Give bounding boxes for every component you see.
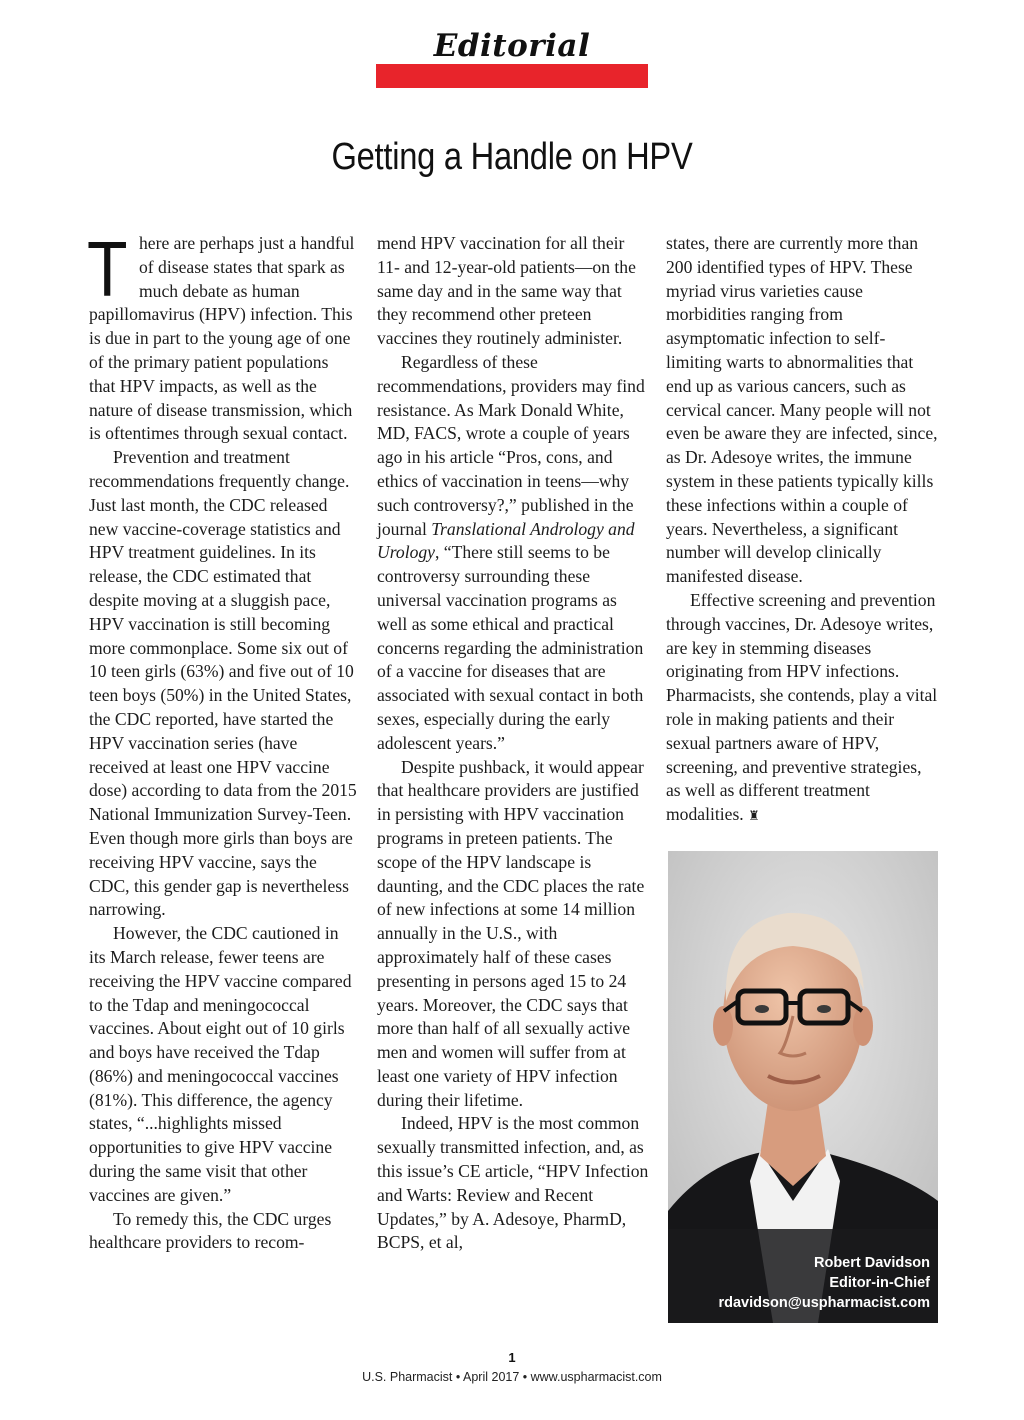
editor-email: rdavidson@uspharmacist.com	[718, 1295, 930, 1311]
editor-title: Editor-in-Chief	[829, 1275, 930, 1291]
paragraph-5: mend HPV vaccination for all their 11- and 12-year-old patients—on the same day and in the same way that they recommend other preteen vaccines they routinely administer.	[377, 233, 636, 349]
article-headline: Getting a Handle on HPV	[331, 136, 693, 178]
paragraph-4: To remedy this, the CDC urges healthcare providers to recom-	[89, 1208, 332, 1253]
section-label: Editorial	[433, 28, 591, 64]
drop-cap: T	[87, 225, 128, 313]
page-number: 1	[508, 1350, 516, 1365]
end-mark-icon: ♜	[748, 808, 760, 824]
photo-caption	[718, 1253, 930, 1313]
editor-photo	[668, 851, 938, 1323]
section-red-bar	[376, 64, 648, 88]
paragraph-1-text: here are perhaps just a handful of disease states that spark as much debate as human papillomavirus (HPV) infection. This is due in part to the young age of one of the primary patient populations that HPV impacts, as well as the nature of disease transmission, which is oftentimes through sexual contact.	[89, 233, 355, 444]
paragraph-9: states, there are currently more than 200 identified types of HPV. These myriad virus varieties cause morbidities ranging from asymptomatic infection to self-limiting warts to abnormalities that end up as various cancers, such as cervical cancer. Many people will not even be aware they are infected, since, as Dr. Adesoye writes, the immune system in these patients typically kills these infections within a couple of years. Nevertheless, a significant number will develop clinically manifested disease.	[666, 233, 938, 587]
footer-publication-line: U.S. Pharmacist • April 2017 • www.uspharmacist.com	[362, 1370, 662, 1384]
article-column-3	[666, 232, 938, 828]
paragraph-3: However, the CDC cautioned in its March release, fewer teens are receiving the HPV vaccine compared to the Tdap and meningococcal vaccines. About eight out of 10 girls and boys have received the Tdap (86%) and meningococcal vaccines (81%). This difference, the agency states, “...highlights missed opportunities to give HPV vaccine during the same visit that other vaccines are given.”	[89, 923, 352, 1205]
paragraph-1	[87, 225, 359, 446]
paragraph-10	[666, 589, 938, 828]
editor-name: Robert Davidson	[813, 1255, 930, 1271]
paragraph-7: Despite pushback, it would appear that healthcare providers are justified in persisting with HPV vaccination programs in preteen patients. The scope of the HPV landscape is daunting, and the CDC places the rate of new infections at some 14 million annually in the U.S., with approximately half of these cases presenting in persons aged 15 to 24 years. Moreover, the CDC says that more than half of all sexually active men and women will suffer from at least one variety of HPV infection during their lifetime.	[377, 756, 645, 1110]
article-column-2	[377, 232, 649, 1255]
paragraph-2: Prevention and treatment recommendations frequently change. Just last month, the CDC released new vaccine-coverage statistics and HPV treatment guidelines. In its release, the CDC estimated that despite moving at a sluggish pace, HPV vaccination is still becoming more commonplace. Some six out of 10 teen girls (63%) and five out of 10 teen boys (50%) in the United States, the CDC reported, have started the HPV vaccination series (have received at least one HPV vaccine dose) according to data from the 2015 National Immunization Survey-Teen. Even though more girls than boys are receiving HPV vaccine, says the CDC, this gender gap is nevertheless narrowing.	[89, 447, 357, 920]
paragraph-10-text: Effective screening and prevention through vaccines, Dr. Adesoye writes, are key in stemming diseases originating from HPV infections. Pharmacists, she contends, play a vital role in making patients and their sexual partners aware of HPV, screening, and preventive strategies, as well as different treatment modalities.	[666, 589, 938, 825]
paragraph-6	[377, 351, 649, 756]
paragraph-6-text-b: , “There still seems to be controversy surrounding these universal vaccination programs as well as some ethical and practical concerns regarding the administration of a vaccine for diseases that are associated with sexual contact in both sexes, especially during the early adolescent years.”	[377, 542, 644, 753]
paragraph-6-text-a: Regardless of these recommendations, providers may find resistance. As Mark Donald White, MD, FACS, wrote a couple of years ago in his article “Pros, cons, and ethics of vaccination in teens—why such controversy?,” published in the journal	[377, 351, 645, 539]
article-column-1	[87, 225, 359, 1255]
journal-title: Translational Andrology and Urology	[377, 518, 635, 563]
paragraph-8: Indeed, HPV is the most common sexually transmitted infection, and, as this issue’s CE article, “HPV Infection and Warts: Review and Recent Updates,” by A. Adesoye, PharmD, BCPS, et al,	[377, 1113, 649, 1253]
